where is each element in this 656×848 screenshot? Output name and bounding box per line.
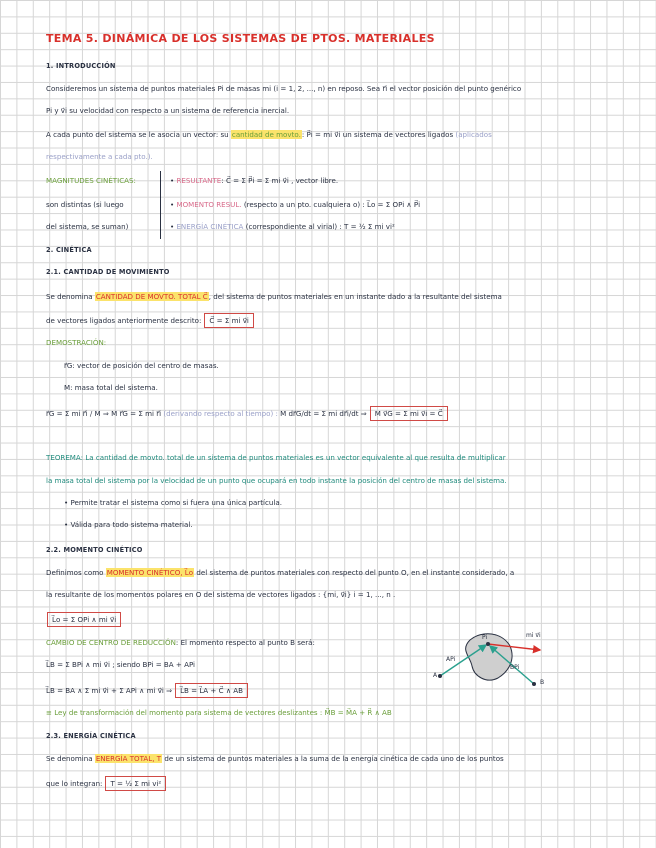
magnitudes-left-1: son distintas (si luego bbox=[46, 200, 124, 209]
eq-note-derivando: (derivando respecto al tiempo) : bbox=[163, 409, 278, 418]
heading-energia-cinetica: 2.3. ENERGÍA CINÉTICA bbox=[46, 732, 136, 740]
s23-paragraph-1 bbox=[46, 754, 504, 763]
cambio-text: : El momento respecto al punto B será: bbox=[175, 638, 315, 647]
key-energia: ENERGÍA CINÉTICA bbox=[176, 222, 244, 231]
text-fragment: Definimos como bbox=[46, 568, 106, 577]
s22-paragraph-2: la resultante de los momentos polares en O del sistema de vectores ligados : {mi, v⃗i} i = 1, ..., n . bbox=[46, 590, 396, 599]
magnitude-energia: • ENERGÍA CINÉTICA (correspondiente al virial) : T = ½ Σ mi vi² bbox=[170, 222, 395, 231]
formula-box-lo-wrap bbox=[44, 612, 121, 627]
term-momento-cinetico: MOMENTO CINÉTICO, L⃗o bbox=[106, 568, 194, 577]
teorema-key: TEOREMA bbox=[46, 453, 81, 462]
key-resultante: RESULTANTE bbox=[176, 176, 222, 185]
label-b: B bbox=[540, 679, 545, 686]
bullet-particula: • Permite tratar el sistema como si fuera una única partícula. bbox=[64, 498, 282, 507]
s21-paragraph-1 bbox=[46, 292, 502, 301]
s21-paragraph-2 bbox=[46, 313, 254, 328]
magnitudes-left-2: del sistema, se suman) bbox=[46, 222, 129, 231]
point-b bbox=[532, 682, 536, 686]
eq-part-2: M dr⃗G/dt = Σ mi dr⃗i/dt ⇒ bbox=[280, 409, 367, 418]
text-fragment: de vectores ligados anteriormente descrito: bbox=[46, 316, 202, 325]
label-bpi: BPi bbox=[510, 664, 520, 671]
def-m: M: masa total del sistema. bbox=[64, 383, 158, 392]
heading-momento-cinetico: 2.2. MOMENTO CINÉTICO bbox=[46, 546, 143, 554]
text-fragment: , del sistema de puntos materiales en un instante dado a la resultante del sistema bbox=[208, 292, 502, 301]
magnitude-momento: • MOMENTO RESUL. (respecto a un pto. cualquiera o) : L⃗o = Σ OPi ∧ P⃗i bbox=[170, 200, 421, 209]
key-momento: MOMENTO bbox=[176, 200, 214, 209]
label-mv: mi v⃗i bbox=[526, 632, 541, 639]
formula-box-t: T = ½ Σ mi vi² bbox=[105, 776, 166, 791]
note-aplicados: (aplicados bbox=[455, 130, 492, 139]
equation-lb-2 bbox=[46, 683, 248, 698]
text-fragment: A cada punto del sistema se le asocia un vector: su bbox=[46, 130, 231, 139]
intro-paragraph-1a: Consideremos un sistema de puntos materiales Pi de masas mi (i = 1, 2, ..., n) en reposo. Sea r⃗i el vector posición del punto genérico bbox=[46, 84, 522, 93]
equation-center-mass bbox=[46, 406, 448, 421]
magnitudes-label: MAGNITUDES CINÉTICAS: bbox=[46, 176, 136, 185]
teorema-line-2: la masa total del sistema por la velocidad de un punto que ocupará en todo instante la posición del centro de masas del sistema. bbox=[46, 476, 507, 485]
expr-resultante: : C⃗ = Σ P⃗i = Σ mi v⃗i , vector libre. bbox=[221, 176, 339, 185]
formula-box-c: C⃗ = Σ mi v⃗i bbox=[204, 313, 253, 328]
text-fragment: que lo integran: bbox=[46, 779, 103, 788]
label-a: A bbox=[433, 672, 438, 679]
term-cantidad-movto-total: CANTIDAD DE MOVTO. TOTAL C⃗ bbox=[95, 292, 208, 301]
label-api: APi bbox=[446, 656, 456, 663]
formula-box-mvg: M v⃗G = Σ mi v⃗i = C⃗ bbox=[370, 406, 448, 421]
term-cantidad-movto: cantidad de movto. bbox=[231, 130, 301, 139]
formula-box-lo: L⃗o = Σ OPi ∧ mi v⃗i bbox=[47, 612, 121, 627]
label-pi: Pi bbox=[482, 634, 488, 641]
point-pi bbox=[486, 642, 490, 646]
s23-paragraph-2 bbox=[46, 776, 166, 791]
heading-cinetica: 2. CINÉTICA bbox=[46, 246, 92, 254]
expr-energia: (correspondiente al virial) : T = ½ Σ mi vi² bbox=[245, 222, 395, 231]
text-fragment: del sistema de puntos materiales con respecto del punto O, en el instante considerado, a bbox=[194, 568, 515, 577]
page-title: TEMA 5. DINÁMICA DE LOS SISTEMAS DE PTOS. MATERIALES bbox=[46, 32, 435, 45]
text-fragment: Se denomina bbox=[46, 754, 95, 763]
key-momento-resul: RESUL. bbox=[216, 200, 242, 209]
text-fragment: Se denomina bbox=[46, 292, 95, 301]
magnitude-resultante: • RESULTANTE: C⃗ = Σ P⃗i = Σ mi v⃗i , vector libre. bbox=[170, 176, 339, 185]
brace-divider bbox=[160, 171, 161, 239]
text-fragment: de un sistema de puntos materiales a la suma de la energía cinética de cada uno de los puntos bbox=[162, 754, 504, 763]
demostracion-label: DEMOSTRACIÓN: bbox=[46, 338, 107, 347]
heading-introduccion: 1. INTRODUCCIÓN bbox=[46, 62, 116, 70]
point-a bbox=[438, 674, 442, 678]
cambio-key: CAMBIO DE CENTRO DE REDUCCIÓN bbox=[46, 638, 176, 647]
intro-paragraph-2b: respectivamente a cada pto.). bbox=[46, 152, 153, 161]
s22-paragraph-1 bbox=[46, 568, 514, 577]
formula-box-lb: L⃗B = L⃗A + C⃗ ∧ AB bbox=[175, 683, 248, 698]
expr-momento: (respecto a un pto. cualquiera o) : L⃗o = Σ OPi ∧ P⃗i bbox=[243, 200, 421, 209]
eq-lb-part: L⃗B = BA ∧ Σ mi v⃗i + Σ APi ∧ mi v⃗i ⇒ bbox=[46, 686, 173, 695]
bullet-valida: • Válida para todo sistema material. bbox=[64, 520, 193, 529]
intro-paragraph-2a bbox=[46, 130, 492, 139]
equation-lb-1: L⃗B = Σ BPi ∧ mi v⃗i ; siendo BPi = BA + APi bbox=[46, 660, 196, 669]
term-energia-total: ENERGÍA TOTAL, T bbox=[95, 754, 162, 763]
ley-transformacion: ≡ Ley de transformación del momento para sistema de vectores deslizantes : M⃗B = M⃗A + R⃗ ∧ AB bbox=[46, 708, 392, 717]
def-rg: r⃗G: vector de posición del centro de masas. bbox=[64, 361, 219, 370]
text-fragment: : P⃗i = mi v⃗i un sistema de vectores ligados bbox=[301, 130, 454, 139]
intro-paragraph-1b: Pi y v⃗i su velocidad con respecto a un sistema de referencia inercial. bbox=[46, 106, 290, 115]
teorema-line-1 bbox=[46, 453, 506, 462]
heading-cantidad-movimiento: 2.1. CANTIDAD DE MOVIMIENTO bbox=[46, 268, 170, 276]
eq-part-1: r⃗G = Σ mi r⃗i / M ⇒ M r⃗G = Σ mi r⃗i bbox=[46, 409, 162, 418]
cambio-centro-line bbox=[46, 638, 315, 647]
teorema-text-a: : La cantidad de movto. total de un sistema de puntos materiales es un vector equivalente al que resulta de multiplicar bbox=[80, 453, 506, 462]
body-blob bbox=[466, 634, 512, 680]
